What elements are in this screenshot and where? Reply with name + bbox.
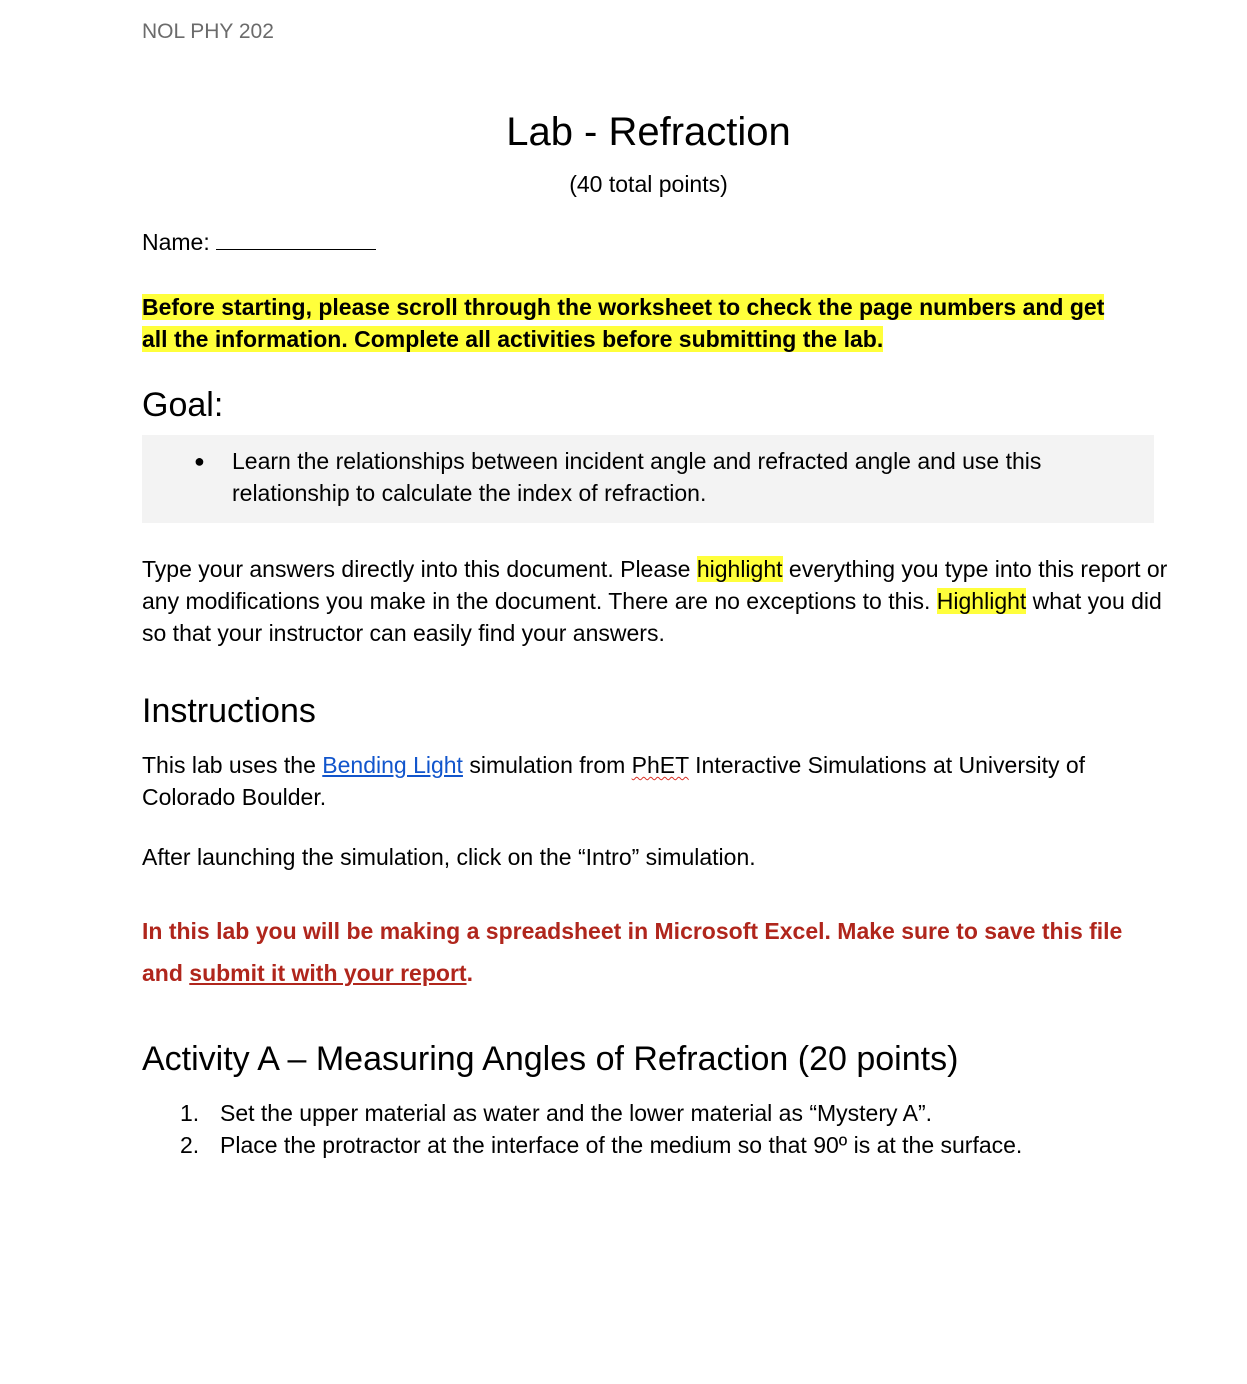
excel-note-text: In this lab you will be making a spreadsheet in Microsoft Excel. Make sure to save this file and <box>142 918 1123 986</box>
answers-text-1: Type your answers directly into this document. Please <box>142 556 697 582</box>
instructions-heading: Instructions <box>142 692 316 730</box>
instructions-text-3: Interactive Simulations at University of Colorado Boulder. <box>142 752 1086 810</box>
bullet-icon: ● <box>194 451 205 471</box>
step-number: 2. <box>180 1132 200 1158</box>
highlight-word-2: Highlight <box>936 588 1027 614</box>
name-blank-line[interactable] <box>216 231 376 250</box>
instructions-text-2: simulation from <box>462 752 632 778</box>
bending-light-link[interactable]: Bending Light <box>322 752 463 778</box>
excel-note-end: . <box>466 960 473 986</box>
answers-text-3: what you did so that your instructor can easily find your answers. <box>142 588 1162 646</box>
step-number: 1. <box>180 1100 200 1126</box>
step-text: Place the protractor at the interface of the medium so that 90º is at the surface. <box>220 1132 1023 1158</box>
warning-line-2: all the information. Complete all activities before submitting the lab. <box>142 326 884 352</box>
excel-note <box>142 910 1152 994</box>
instructions-text-1: This lab uses the <box>142 752 323 778</box>
page-subtitle: (40 total points) <box>569 171 728 197</box>
warning-line-1: Before starting, please scroll through the worksheet to check the page numbers and get <box>142 294 1105 320</box>
excel-note-underlined: submit it with your report <box>189 960 467 986</box>
instructions-paragraph <box>142 749 1172 813</box>
intro-paragraph: After launching the simulation, click on the “Intro” simulation. <box>142 844 756 870</box>
answers-paragraph <box>142 553 1172 649</box>
answers-text-2: everything you type into this report or any modifications you make in the document. There are no exceptions to this. <box>142 556 1168 614</box>
page-title: Lab - Refraction <box>506 110 791 154</box>
warning-note <box>142 291 1162 355</box>
phet-word: PhET <box>631 752 689 778</box>
step-text: Set the upper material as water and the lower material as “Mystery A”. <box>220 1100 933 1126</box>
activity-a-heading: Activity A – Measuring Angles of Refraction (20 points) <box>142 1040 959 1078</box>
highlight-word-1: highlight <box>696 556 783 582</box>
goal-bullet-text: Learn the relationships between incident angle and refracted angle and use this relationship to calculate the index of refraction. <box>232 448 1042 506</box>
name-field[interactable] <box>142 229 376 256</box>
name-label: Name: <box>142 229 210 255</box>
goal-heading: Goal: <box>142 386 224 424</box>
course-header: NOL PHY 202 <box>142 20 274 43</box>
